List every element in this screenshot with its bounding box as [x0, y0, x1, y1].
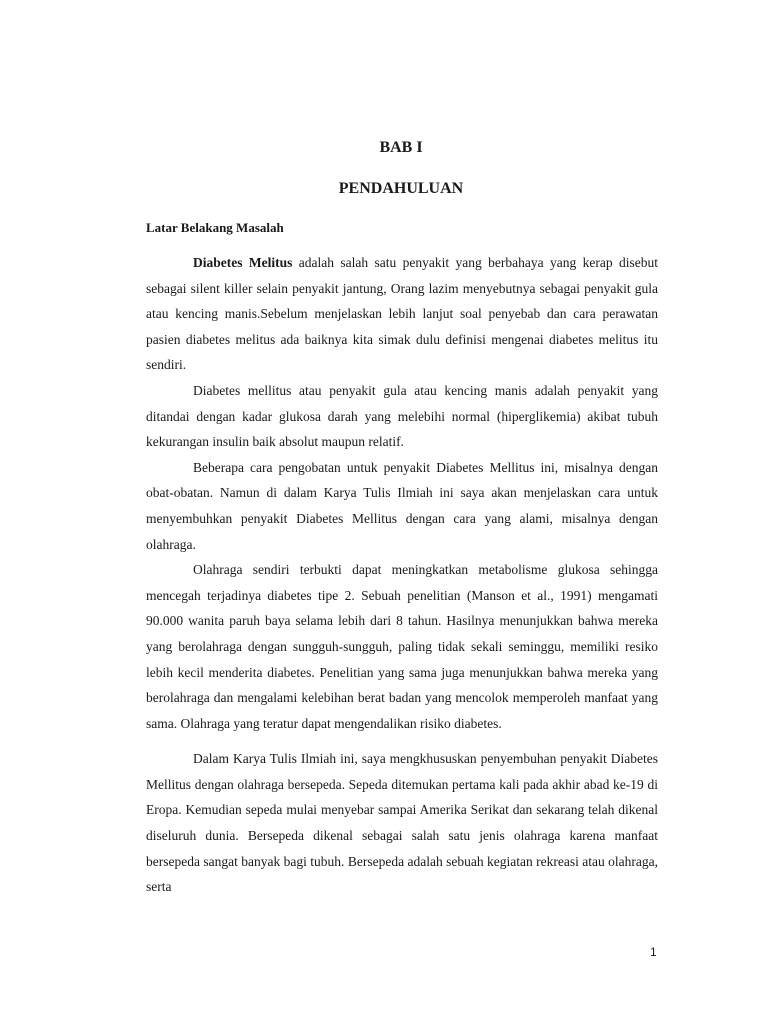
paragraph-2: Diabetes mellitus atau penyakit gula atau kencing manis adalah penyakit yang ditandai dengan kadar glukosa darah yang melebihi normal (hiperglikemia) akibat tubuh kekurangan insulin baik absolut maupun relatif. [146, 382, 658, 450]
paragraph-5: Dalam Karya Tulis Ilmiah ini, saya mengkhususkan penyembuhan penyakit Diabetes Mellitus dengan olahraga bersepeda. Sepeda ditemukan pertama kali pada akhir abad ke-19 di Eropa. Kemudian sepeda mulai menyebar sampai Amerika Serikat dan sekarang telah dikenal diseluruh dunia. Bersepeda dikenal sebagai salah satu jenis olahraga karena manfaat bersepeda sangat banyak bagi tubuh. Bersepeda adalah sebuah kegiatan rekreasi atau olahraga, serta [146, 751, 658, 895]
paragraph-1 [146, 250, 658, 378]
chapter-number: BAB I [379, 139, 423, 156]
paragraph-3: Beberapa cara pengobatan untuk penyakit Diabetes Mellitus ini, misalnya dengan obat-obatan. Namun di dalam Karya Tulis Ilmiah ini saya akan menjelaskan cara untuk menyembuhkan penyakit Diabetes Mellitus dengan cara yang alami, misalnya dengan olahraga. [146, 459, 658, 552]
section-heading: Latar Belakang Masalah [146, 220, 284, 235]
paragraph-1-lead: Diabetes Melitus [193, 255, 293, 270]
body-text [146, 250, 658, 900]
page-number: 1 [650, 945, 657, 959]
chapter-title: PENDAHULUAN [338, 180, 464, 197]
paragraph-4: Olahraga sendiri terbukti dapat meningkatkan metabolisme glukosa sehingga mencegah terjadinya diabetes tipe 2. Sebuah penelitian (Manson et al., 1991) mengamati 90.000 wanita paruh baya selama lebih dari 8 tahun. Hasilnya menunjukkan bahwa mereka yang berolahraga dengan sungguh-sungguh, paling tidak sekali seminggu, memiliki resiko lebih kecil menderita diabetes. Penelitian yang sama juga menunjukkan bahwa mereka yang berolahraga dan mengalami kelebihan berat badan yang mencolok memperoleh manfaat yang sama. Olahraga yang teratur dapat mengendalikan risiko diabetes. [146, 562, 658, 731]
paragraph-1-text: adalah salah satu penyakit yang berbahaya yang kerap disebut sebagai silent killer selain penyakit jantung, Orang lazim menyebutnya sebagai penyakit gula atau kencing manis.Sebelum menjelaskan lebih lanjut soal penyebab dan cara perawatan pasien diabetes melitus ada baiknya kita simak dulu definisi mengenai diabetes melitus itu sendiri. [146, 255, 658, 373]
